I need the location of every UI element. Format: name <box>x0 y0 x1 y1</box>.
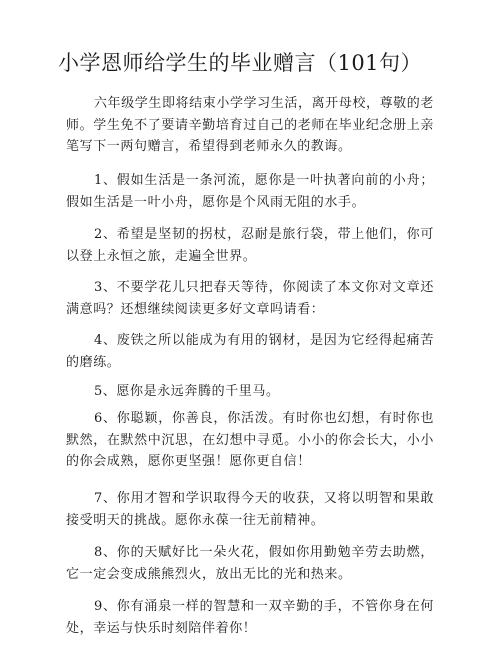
quote-paragraph-3: 3、不要学花儿只把春天等待，你阅读了本文你对文章还满意吗？还想继续阅读更多好文章吗请看： <box>66 280 434 317</box>
quote-paragraph-6: 6、你聪颖，你善良，你活泼。有时你也幻想，有时你也默然，在默然中沉思，在幻想中寻觅。小小的你会长大，小小的你会成熟，愿你更坚强！愿你更自信！ <box>66 411 434 469</box>
intro-paragraph: 六年级学生即将结束小学学习生活，离开母校，尊敬的老师。学生免不了要请辛勤培育过自己的老师在毕业纪念册上亲笔写下一两句赠言，希望得到老师永久的教诲。 <box>66 96 434 154</box>
quote-paragraph-5: 5、愿你是永远奔腾的千里马。 <box>93 384 280 399</box>
document-title: 小学恩师给学生的毕业赠言（101句） <box>57 51 423 75</box>
quote-paragraph-2: 2、希望是坚韧的拐杖，忍耐是旅行袋，带上他们，你可以登上永恒之旅，走遍全世界。 <box>66 227 434 264</box>
quote-paragraph-7: 7、你用才智和学识取得今天的收获，又将以明智和果敢接受明天的挑战。愿你永葆一往无前精神。 <box>66 491 434 528</box>
quote-paragraph-4: 4、废铁之所以能成为有用的钢材，是因为它经得起痛苦的磨练。 <box>66 333 434 370</box>
quote-paragraph-9: 9、你有涌泉一样的智慧和一双辛勤的手，不管你身在何处，幸运与快乐时刻陪伴着你！ <box>66 599 434 636</box>
quote-paragraph-1: 1、假如生活是一条河流，愿你是一叶执著向前的小舟；假如生活是一叶小舟，愿你是个风雨无阻的水手。 <box>66 173 434 210</box>
quote-paragraph-8: 8、你的天赋好比一朵火花，假如你用勤勉辛劳去助燃，它一定会变成熊熊烈火，放出无比的光和热来。 <box>66 545 434 582</box>
